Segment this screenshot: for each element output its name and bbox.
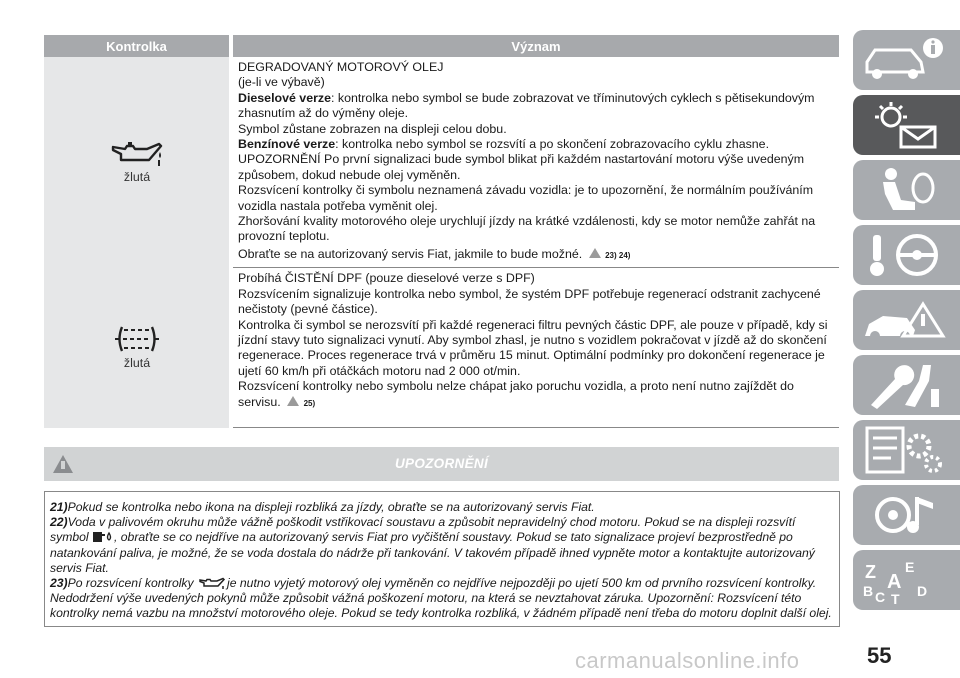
nav-tab-emergency[interactable]: [853, 290, 960, 350]
oil-can-degraded-icon: [197, 576, 227, 589]
warning-lights-table-section: [44, 35, 839, 428]
table-row: [44, 268, 839, 428]
multimedia-icon: [861, 491, 951, 539]
warning-lights-message-icon: [861, 101, 951, 149]
nav-tab-warning-lights[interactable]: [853, 95, 960, 155]
warning-reference-link[interactable]: 23) 24): [605, 250, 631, 260]
svg-text:Z: Z: [865, 562, 876, 582]
warning-triangle-icon: [286, 395, 300, 407]
dpf-paragraph-1: Rozsvícením signalizuje kontrolka nebo symbol, že systém DPF potřebuje regenerací odstranit zachycené nečistoty (pevné částice).: [238, 286, 821, 317]
svg-text:B: B: [863, 583, 874, 599]
indicator-color-label: žlutá: [123, 170, 151, 185]
diesel-label: Dieselové verze: [238, 90, 331, 105]
svg-text:E: E: [905, 559, 915, 575]
warning-box-header: [44, 447, 839, 481]
column-header-meaning: Význam: [231, 35, 839, 57]
indicator-color-label: žlutá: [123, 355, 151, 370]
specifications-gears-icon: [861, 426, 951, 474]
petrol-label: Benzínové verze: [238, 137, 336, 152]
dpf-cleaning-icon: [114, 324, 160, 354]
warning-item: 22)Voda v palivovém okruhu může vážně poškodit vstřikovací soustavu a způsobit nepravidelný chod motoru. Pokud se na displeji rozsvítí symbol , obraťte se co nejdříve na autorizovaný servis Fiat pro vyčištění soustavy. Pokud se tato signalizace projeví bezprostředně po natankování paliva, je možné, že se voda dostala do nádrže při tankování. V takovém případě ihned vypněte motor a kontaktujte autorizovaný servis Fiat.: [50, 515, 815, 575]
nav-tab-maintenance[interactable]: [853, 355, 960, 415]
page-number: 55: [867, 643, 892, 668]
watermark: carmanualsonline.info: [575, 648, 800, 673]
indicator-cell: [44, 57, 231, 268]
row-title: DEGRADOVANÝ MOTOROVÝ OLEJ: [238, 60, 444, 74]
car-info-icon: [861, 36, 951, 84]
service-paragraph: Obraťte se na autorizovaný servis Fiat, jakmile to bude možné. 23) 24): [238, 246, 631, 261]
petrol-paragraph: Benzínové verze: kontrolka nebo symbol se rozsvítí a po skončení zobrazovacího cyklu zhasne.: [238, 137, 770, 152]
table-row: [44, 57, 839, 268]
oil-can-degraded-icon: [109, 138, 165, 168]
svg-text:A: A: [887, 571, 902, 593]
dpf-paragraph-3: Rozsvícení kontrolky nebo symbolu nelze chápat jako poruchu vozidla, a proto není nutno zajíždět do servisu. 25): [238, 379, 794, 409]
diesel-paragraph: Dieselové verze: kontrolka nebo symbol se bude zobrazovat ve tříminutových cyklech s pětisekundovým zhasnutím až do výměny oleje.: [238, 90, 815, 121]
quality-paragraph: Zhoršování kvality motorového oleje urychlují jízdy na krátké vzdálenosti, kdy se motor nemůže zahřát na provozní teplotu.: [238, 214, 816, 244]
alphabetical-index-icon: [861, 556, 951, 604]
warning-item: 23)Po rozsvícení kontrolky je nutno vyjetý motorový olej vyměněn co nejdříve nejpozději po ujetí 500 km od prvního rozsvícení kontrolky. Nedodržení výše uvedených pokynů může způsobit vážná poškození motoru, na která se nevztahovat záruka. Upozornění: Rozsvícení této kontrolky nemá vazbu na množství motorového oleje. Pokud se tedy kontrolka rozbliká, v žádném případě není třeba do motoru doplnit další olej.: [50, 576, 832, 621]
column-header-indicator: Kontrolka: [44, 35, 231, 57]
row-title: Probíhá ČISTĚNÍ DPF (pouze dieselové verze s DPF): [238, 271, 535, 286]
nav-tab-car-info[interactable]: [853, 30, 960, 90]
maintenance-wrench-icon: [861, 361, 951, 409]
indicator-cell: [44, 268, 231, 428]
table-header-row: [44, 35, 839, 57]
dpf-paragraph-2: Kontrolka či symbol se nerozsvítí při každé regeneraci filtru pevných částic DPF, ale pouze v případě, kdy si jízdní stavy tuto signalizaci vynutí. Aby symbol zhasl, je nutno s vozidlem pokračovat v jízdě až do skončení regenerace. Proces regenerace trvá v průměru 15 minut. Optimální podmínky pro dokončení regenerace je ujetí 60 km/h při otáčkách motoru nad 2 000 ot/min.: [238, 317, 828, 378]
nav-tab-safety[interactable]: [853, 160, 960, 220]
warning-box-title: UPOZORNĚNÍ: [394, 456, 488, 471]
notice-paragraph: UPOZORNĚNÍ Po první signalizaci bude symbol blikat při každém nastartování motoru výše uvedeným způsobem, dokud nebude olej vyměněn.: [238, 152, 805, 182]
meaning-cell: [231, 57, 839, 268]
chapter-navigation: [853, 30, 960, 615]
row-subtitle: (je-li ve výbavě): [238, 75, 325, 90]
warning-box-body: [44, 491, 840, 627]
warning-triangle-icon: [588, 247, 602, 259]
nav-tab-index[interactable]: [853, 550, 960, 610]
water-in-fuel-icon: [92, 530, 114, 543]
key-steering-wheel-icon: [861, 231, 951, 279]
nav-tab-multimedia[interactable]: [853, 485, 960, 545]
seat-airbag-icon: [861, 166, 951, 214]
warning-lights-table: [44, 35, 839, 428]
warning-reference-link[interactable]: 25): [303, 398, 316, 408]
display-paragraph: Symbol zůstane zobrazen na displeji celou dobu.: [238, 121, 507, 136]
svg-text:D: D: [917, 583, 928, 599]
meaning-cell: [231, 268, 839, 428]
nav-tab-specifications[interactable]: [853, 420, 960, 480]
nav-tab-starting-driving[interactable]: [853, 225, 960, 285]
svg-text:T: T: [891, 591, 900, 604]
warning-item: 21)Pokud se kontrolka nebo ikona na displeji rozbliká za jízdy, obraťte se na autorizovaný servis Fiat.: [50, 500, 595, 514]
svg-text:C: C: [875, 589, 886, 604]
fault-paragraph: Rozsvícení kontrolky či symbolu neznamená závadu vozidla: je to upozornění, že normálním používáním vozidla nastala potřeba vyměnit olej.: [238, 183, 814, 213]
car-accident-icon: [861, 296, 951, 344]
